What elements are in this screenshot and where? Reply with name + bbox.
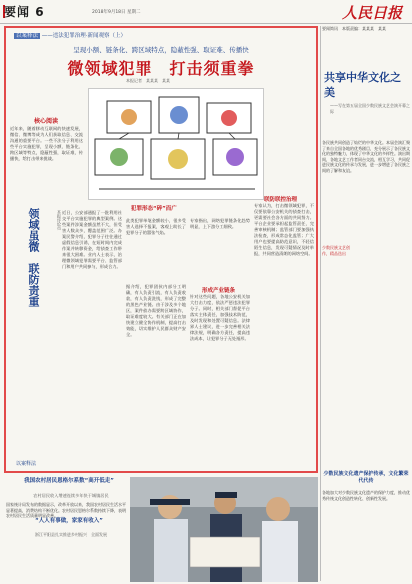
story-headline: 微领域犯罪 打击须重拳	[67, 59, 255, 78]
story-kicker	[14, 31, 126, 39]
news-photo	[130, 477, 318, 582]
section-title-1: 犯罪形态“碎”而广	[131, 206, 177, 212]
page-number: 6	[35, 5, 45, 19]
story-subhead: 呈现小额、链条化、跨区域特点，隐蔽性强、取证难、传播快	[73, 46, 249, 54]
right-foot-body: 各地加大对少数民族文化遗产的保护力度，推动优秀传统文化创造性转化、创新性发展。	[322, 490, 410, 501]
story-column-2b: 据介绍，犯罪团伙内部分工明确，有人负责引流，有人负责收款，有人负责洗钱，形成了完整的黑色产业链。由于涉及多个地区，案件侦办需要跨区域协作，取证难度较大。有关部门正在加快建立健全协作机制，提高打击效能，切实维护人民群众财产安全。	[126, 284, 186, 337]
masthead	[0, 0, 412, 24]
commentary-author: 本报评论员	[57, 210, 62, 230]
lower-left-body: 国家统计局发布的数据显示，改革开放以来，我国农村居民生活水平显著提高，消费结构不断优化。农村居民恩格尔系数持续下降，表明农村居民生活质量明显改善。	[6, 502, 126, 518]
editor-note: 以案释法	[16, 461, 37, 467]
right-body-text: 各民族共同创造了灿烂的中华文化。本届会演汇聚了来自全国各地的优秀剧目，充分展示了各民族文化的独特魅力，体现了中华文化的多样性。演出期间，各地文艺工作者同台交流，相互学习，共同促进民族文化的传承与发展，进一步增进了各民族之间的了解和友谊。	[322, 140, 410, 173]
lower-left-headline: 我国农村居民恩格尔系数“高开低走”	[24, 478, 114, 484]
story-byline: 本报记者 某某某 某某	[126, 78, 170, 83]
photo-drawing	[130, 477, 318, 582]
core-reading-text: 近年来，随着移动互联网的快速发展，微信、微博等成为人们获取信息、交流沟通的重要平台。一些不法分子利用这些平台实施犯罪，呈现小额、链条化、跨区域等特点，隐蔽性强，取证难，传播快，给打击带来挑战。	[10, 126, 83, 161]
right-foot-headline: 少数民族文化遗产保护传承，文化繁荣代代传	[323, 471, 409, 484]
bottom-left-note: 浙江平阳县扎实推进乡村振兴 全面发展	[35, 532, 107, 537]
illustration-cartoon	[88, 88, 264, 200]
section-title-2: 形成产业链条	[202, 288, 236, 294]
column-divider	[320, 26, 321, 581]
main-story-box	[4, 26, 318, 473]
right-side-note: 少数民族文艺创作，精品迭出	[322, 245, 350, 256]
story-column-3b: 针对这些问题，各地公安机关加大打击力度，依法严惩违法犯罪分子。同时，相关部门督促平台落实主体责任，加强技术防范，及时发现和处置可疑信息。法律界人士建议，进一步完善相关法律法规，明确各方责任，提高违法成本，让犯罪分子无处遁形。	[190, 294, 250, 341]
section-label: 要闻	[4, 5, 31, 19]
cartoon-drawing	[89, 89, 264, 200]
section-title-3: 联防联控治理	[264, 197, 298, 203]
bottom-left-headline: “人人有事做，家家有收入”	[35, 518, 103, 524]
story-column-4: 专家认为，打击微领域犯罪，不仅要依靠公安机关的侦查打击，更需要社会各方面的共同努力。平台企业要承担起监管责任，完善审核机制；监管部门要加强执法检查，形成常态化监管；广大用户也要提高防范意识，不轻信陌生信息，发现可疑情况及时举报，共同营造清朗的网络空间。	[254, 203, 314, 256]
commentary-title: 领域虽微 联防责重	[27, 208, 40, 307]
right-top-text: 要闻简讯 本版责编：某某某 某某	[322, 26, 386, 31]
newspaper-logo: 人民日报	[341, 4, 402, 22]
core-reading-title: 核心阅读	[34, 118, 59, 125]
right-subhead: ——写在第五届全国少数民族文艺会演开幕之际	[330, 103, 410, 114]
publication-date: 2018年9月18日 星期二	[92, 10, 141, 15]
story-column-3: 专家指出，网络犯罪链条化趋势明显，上下游分工细致。	[190, 218, 250, 229]
section-name	[4, 3, 45, 20]
kicker-text: ——违法犯罪治理·新闻观察（上）	[41, 33, 127, 39]
right-headline: 共享中华文化之美	[324, 71, 401, 99]
kicker-column: 以案释法	[16, 33, 39, 39]
lower-left-subhead: 农村居民收入增速连续多年快于城镇居民	[33, 493, 109, 498]
story-column-1: 近日，公安部通报了一批利用社交平台实施犯罪的典型案例。这些案件涉案金额虽然不大，但受害人数众多，覆盖范围广泛。办案民警介绍，犯罪分子往往通过虚假信息引诱，在短时间内完成作案并转移资金，给侦查工作带来很大困难。业内人士表示，治理微领域犯罪需要平台、监管部门和用户共同参与，形成合力。	[62, 210, 122, 269]
story-column-2: 此类犯罪单笔金额较小，很多受害人选择不报案，客观上助长了犯罪分子的嚣张气焰。	[126, 218, 186, 235]
